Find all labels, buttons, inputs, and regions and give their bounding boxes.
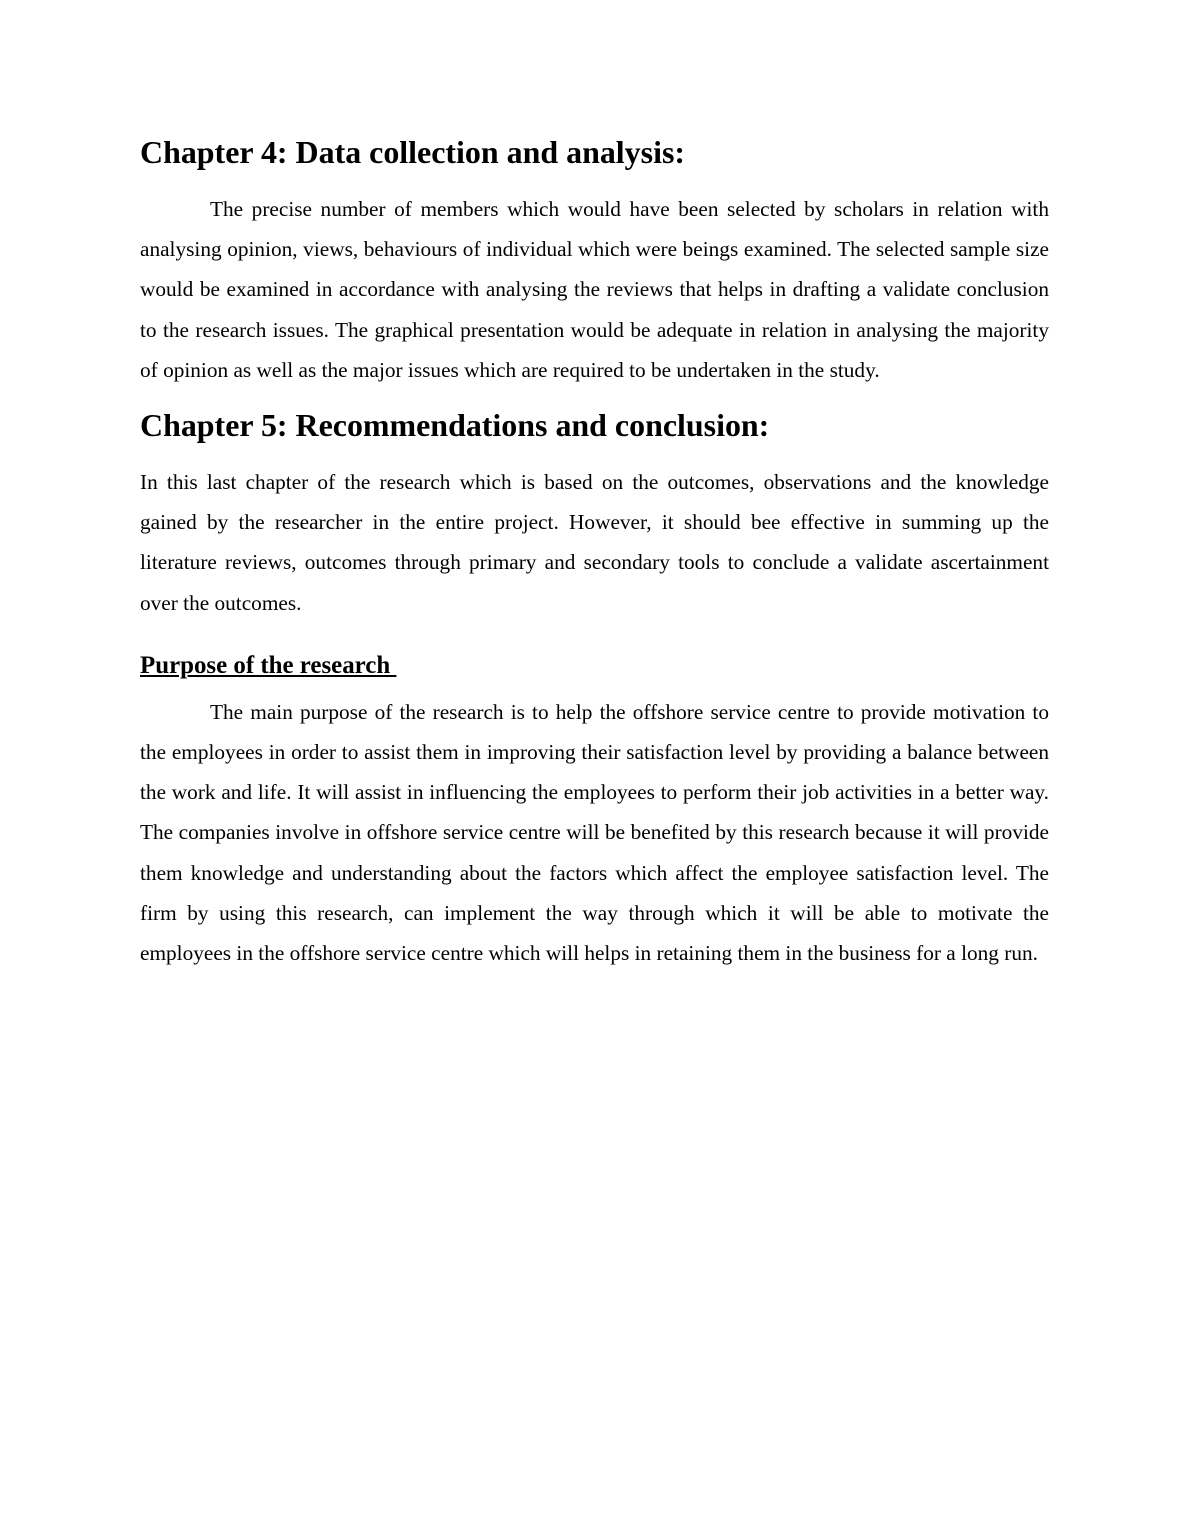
document-body: [140, 133, 1049, 973]
purpose-heading: Purpose of the research: [140, 651, 397, 679]
chapter-4-heading: Chapter 4: Data collection and analysis:: [140, 135, 686, 170]
chapter-5-heading: Chapter 5: Recommendations and conclusion:: [140, 408, 770, 444]
chapter-4-paragraph: The precise number of members which would have been selected by scholars in relation with analysing opinion, views, behaviours of individual which were beings examined. The selected sample size would be examined in accordance with analysing the reviews that helps in drafting a validate conclusion to the research issues. The graphical presentation would be adequate in relation in analysing the majority of opinion as well as the major issues which are required to be undertaken in the study.: [140, 197, 1049, 382]
purpose-paragraph: The main purpose of the research is to help the offshore service centre to provide motivation to the employees in order to assist them in improving their satisfaction level by providing a balance between the work and life. It will assist in influencing the employees to perform their job activities in a better way. The companies involve in offshore service centre will be benefited by this research because it will provide them knowledge and understanding about the factors which affect the employee satisfaction level. The firm by using this research, can implement the way through which it will be able to motivate the employees in the offshore service centre which will helps in retaining them in the business for a long run.: [140, 699, 1049, 966]
chapter-5-paragraph: In this last chapter of the research which is based on the outcomes, observations and the knowledge gained by the researcher in the entire project. However, it should bee effective in summing up the literature reviews, outcomes through primary and secondary tools to conclude a validate ascertainment over the outcomes.: [140, 470, 1049, 615]
